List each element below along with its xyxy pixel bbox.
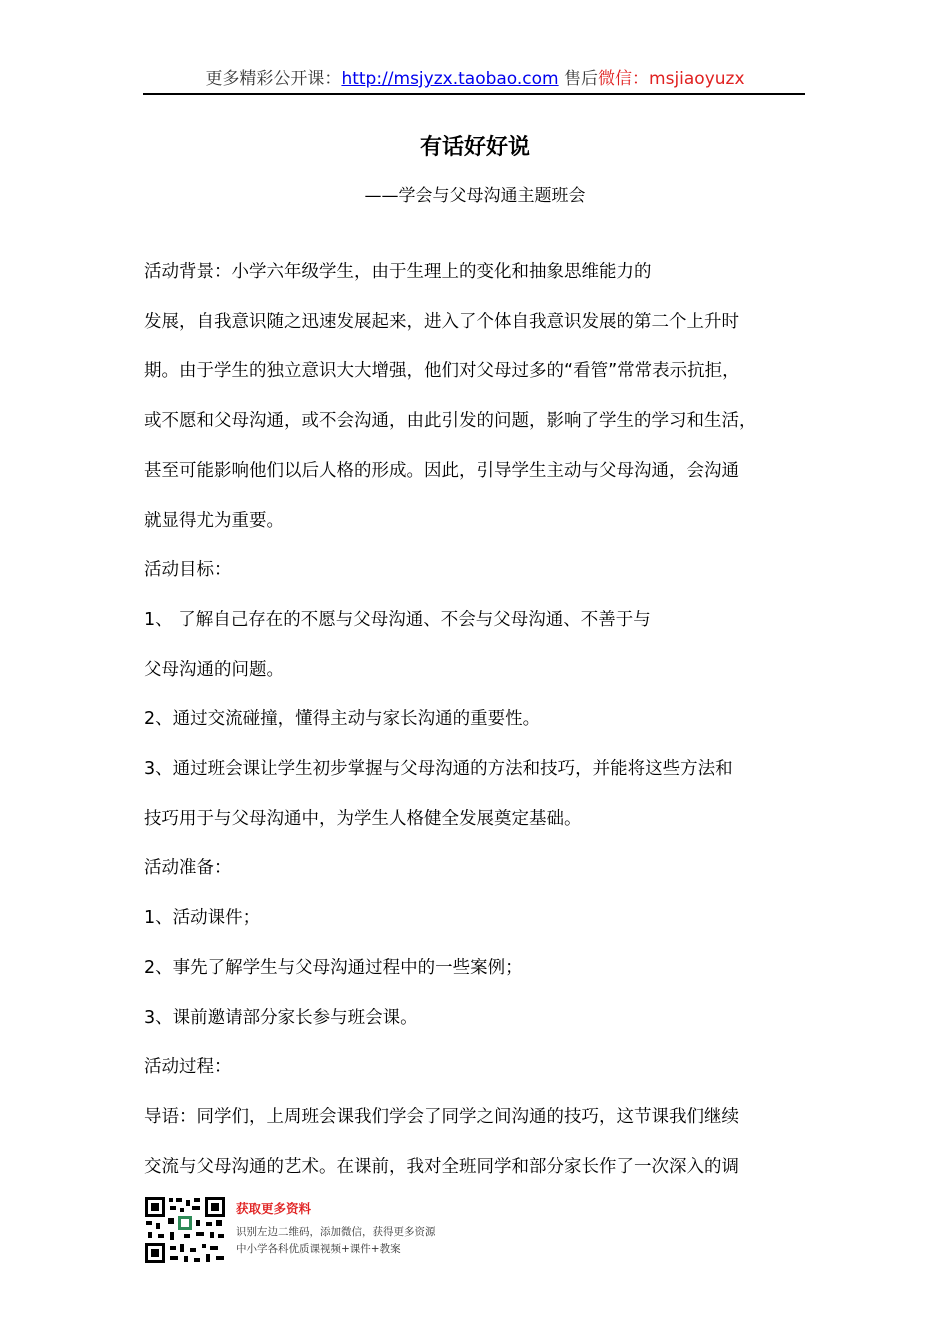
body-line: 3、通过班会课让学生初步掌握与父母沟通的方法和技巧，并能将这些方法和: [144, 759, 733, 779]
wechat-id: msjiaoyuzx: [649, 69, 745, 89]
body-line: 父母沟通的问题。: [144, 660, 284, 680]
body-line: 1、 了解自己存在的不愿与父母沟通、不会与父母沟通、不善于与: [144, 610, 651, 630]
body-line: 2、事先了解学生与父母沟通过程中的一些案例；: [144, 958, 523, 978]
footer-line-2: 中小学各科优质课视频+课件+教案: [236, 1243, 401, 1255]
header-prefix: 更多精彩公开课：: [205, 69, 342, 89]
shop-link[interactable]: http://msjyzx.taobao.com: [341, 69, 559, 89]
body-line: 2、通过交流碰撞，懂得主动与家长沟通的重要性。: [144, 709, 541, 729]
document-subtitle: ——学会与父母沟通主题班会: [364, 186, 586, 206]
body-line: 导语：同学们，上周班会课我们学会了同学之间沟通的技巧，这节课我们继续: [144, 1107, 739, 1127]
after-sale-label: 售后: [558, 69, 599, 89]
section-heading: 活动目标：: [144, 560, 232, 580]
page-header: [0, 66, 950, 92]
footer-heading: 获取更多资料: [236, 1201, 312, 1216]
header-divider: [143, 93, 805, 95]
qr-code-icon: [144, 1196, 226, 1264]
body-line: 或不愿和父母沟通，或不会沟通，由此引发的问题，影响了学生的学习和生活，: [144, 411, 757, 431]
footer-line-1: 识别左边二维码，添加微信，获得更多资源: [236, 1226, 436, 1238]
body-line: 1、活动课件；: [144, 908, 261, 928]
body-line: 就显得尤为重要。: [144, 511, 284, 531]
body-line: 期。由于学生的独立意识大大增强，他们对父母过多的“看管”常常表示抗拒，: [144, 361, 740, 381]
section-heading: 活动过程：: [144, 1057, 232, 1077]
body-line: 发展，自我意识随之迅速发展起来，进入了个体自我意识发展的第二个上升时: [144, 312, 739, 332]
wechat-label: 微信：: [598, 69, 650, 89]
body-line: 交流与父母沟通的艺术。在课前，我对全班同学和部分家长作了一次深入的调: [144, 1157, 739, 1177]
body-line: 技巧用于与父母沟通中，为学生人格健全发展奠定基础。: [144, 809, 582, 829]
body-line: 活动背景：小学六年级学生，由于生理上的变化和抽象思维能力的: [144, 262, 652, 282]
document-title: 有话好好说: [419, 135, 530, 160]
body-line: 3、课前邀请部分家长参与班会课。: [144, 1008, 418, 1028]
body-line: 甚至可能影响他们以后人格的形成。因此，引导学生主动与父母沟通，会沟通: [144, 461, 739, 481]
section-heading: 活动准备：: [144, 858, 232, 878]
